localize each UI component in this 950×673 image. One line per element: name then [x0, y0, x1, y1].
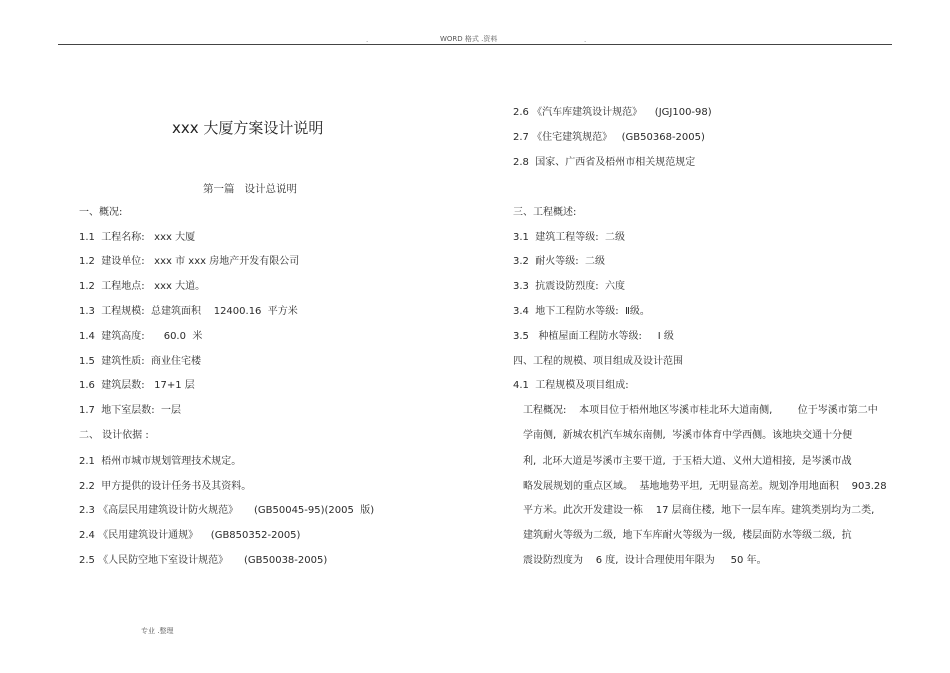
right-line: 3.1 建筑工程等级: 二级 — [513, 232, 625, 243]
paragraph-line: 平方米。此次开发建设一栋 17 层商住楼, 地下一层车库。建筑类别均为二类, — [523, 505, 875, 516]
left-line: 2.4 《民用建筑设计通规》 (GB850352-2005) — [79, 530, 301, 541]
left-line: 1.7 地下室层数: 一层 — [79, 405, 181, 416]
paragraph-line: 利, 北环大道是岑溪市主要干道, 于玉梧大道、义州大道相接, 是岑溪市战 — [523, 456, 852, 467]
left-line: 2.5 《人民防空地下室设计规范》 (GB50038-2005) — [79, 555, 328, 566]
footer-text: 专业 .整理 — [141, 627, 174, 635]
left-line: 一、概况: — [79, 207, 123, 218]
left-line: 1.6 建筑层数: 17+1 层 — [79, 380, 195, 391]
header-right-dot: . — [584, 36, 587, 44]
right-line: 3.5 种植屋面工程防水等级: Ⅰ 级 — [513, 331, 674, 342]
paragraph-line: 工程概况: 本项目位于梧州地区岑溪市桂北环大道南侧, 位于岑溪市第二中 — [523, 405, 878, 416]
left-line: 2.2 甲方提供的设计任务书及其资料。 — [79, 481, 252, 492]
right-line: 三、工程概述: — [513, 207, 577, 218]
header-text: WORD 格式 .资料 — [440, 35, 498, 43]
left-line: 1.1 工程名称: xxx 大厦 — [79, 232, 196, 243]
right-line: 2.7 《住宅建筑规范》 (GB50368-2005) — [513, 132, 705, 143]
left-line: 2.1 梧州市城市规划管理技术规定。 — [79, 456, 242, 467]
left-line: 二、 设计依据 : — [79, 430, 149, 441]
left-line: 1.2 工程地点: xxx 大道。 — [79, 281, 206, 292]
header-left-dot: . — [366, 36, 369, 44]
left-line: 1.2 建设单位: xxx 市 xxx 房地产开发有限公司 — [79, 256, 300, 267]
left-line: 1.4 建筑高度: 60.0 米 — [79, 331, 203, 342]
right-line: 4.1 工程规模及项目组成: — [513, 380, 629, 391]
right-line: 3.3 抗震设防烈度: 六度 — [513, 281, 625, 292]
right-line: 3.4 地下工程防水等级: Ⅱ级。 — [513, 306, 650, 317]
paragraph-line: 建筑耐火等级为二级, 地下车库耐火等级为一级, 楼层面防水等级二级, 抗 — [523, 530, 852, 541]
left-line: 1.5 建筑性质: 商业住宅楼 — [79, 356, 201, 367]
paragraph-line: 学南侧, 新城农机汽车城东南侧, 岑溪市体育中学西侧。该地块交通十分便 — [523, 430, 853, 441]
document-title: xxx 大厦方案设计说明 — [172, 119, 324, 137]
right-line: 2.8 国家、广西省及梧州市相关规范规定 — [513, 157, 696, 168]
right-line: 2.6 《汽车库建筑设计规范》 (JGJ100-98) — [513, 107, 712, 118]
paragraph-line: 略发展规划的重点区域。 基地地势平坦, 无明显高差。规划净用地面积 903.28 — [523, 481, 887, 492]
paragraph-line: 震设防烈度为 6 度, 设计合理使用年限为 50 年。 — [523, 555, 767, 566]
right-line: 3.2 耐火等级: 二级 — [513, 256, 605, 267]
chapter-subtitle: 第一篇 设计总说明 — [203, 183, 298, 195]
right-line: 四、工程的规模、项目组成及设计范围 — [513, 356, 683, 367]
header-rule — [58, 44, 892, 45]
left-line: 2.3 《高层民用建筑设计防火规范》 (GB50045-95)(2005 版) — [79, 505, 375, 516]
left-line: 1.3 工程规模: 总建筑面积 12400.16 平方米 — [79, 306, 298, 317]
